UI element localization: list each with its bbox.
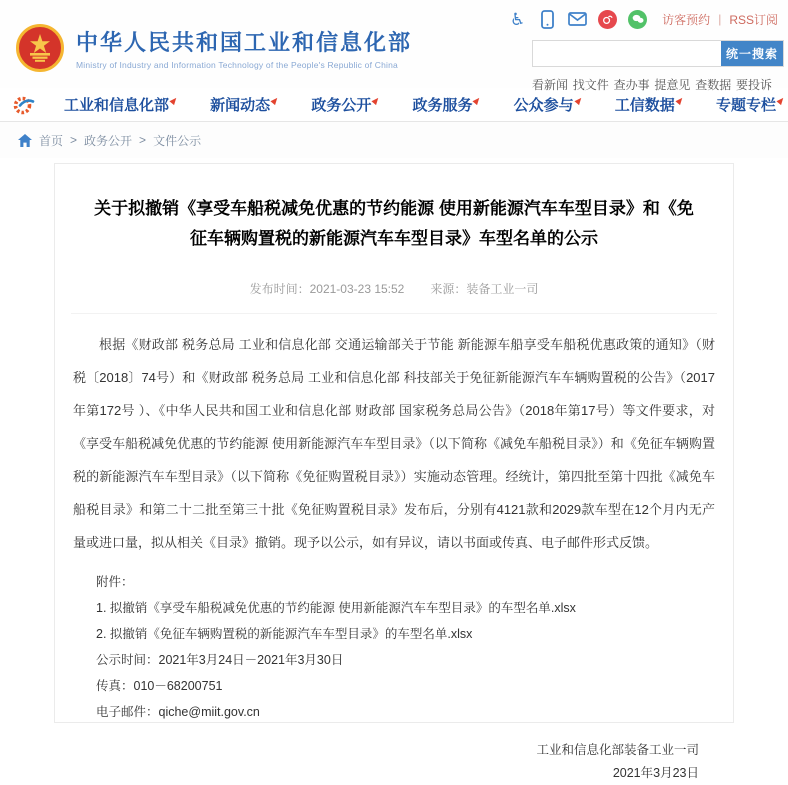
nav-item-label: 政务服务 bbox=[412, 97, 473, 114]
nav-items bbox=[64, 94, 788, 115]
mail-icon[interactable] bbox=[568, 10, 587, 29]
search-quick-links bbox=[532, 76, 784, 93]
breadcrumb-separator: > bbox=[70, 133, 78, 147]
quick-link-suggestions[interactable]: 提意见 bbox=[654, 78, 691, 92]
brand-text bbox=[76, 26, 412, 70]
miit-gear-icon bbox=[12, 93, 36, 117]
nav-item-gov-services[interactable] bbox=[412, 94, 480, 115]
attachment-link-1[interactable]: 1. 拟撤销《享受车船税减免优惠的节约能源 使用新能源汽车车型目录》的车型名单.xlsx bbox=[96, 601, 576, 615]
nav-item-label: 工业和信息化部 bbox=[64, 97, 170, 114]
attachments-label: 附件： bbox=[96, 575, 134, 589]
fax-number: 传真：010－68200751 bbox=[96, 679, 223, 693]
breadcrumb-file-announcement: 文件公示 bbox=[153, 133, 202, 148]
quick-link-files[interactable]: 找文件 bbox=[572, 78, 609, 92]
quick-link-news[interactable]: 看新闻 bbox=[532, 78, 569, 92]
email-address: 电子邮件：qiche@miit.gov.cn bbox=[96, 705, 260, 719]
hot-icon bbox=[473, 96, 482, 105]
attachment-link-2[interactable]: 2. 拟撤销《免征车辆购置税的新能源汽车车型目录》的车型名单.xlsx bbox=[96, 627, 473, 641]
link-divider: | bbox=[718, 12, 722, 26]
hot-icon bbox=[271, 96, 280, 105]
article-card bbox=[54, 163, 734, 780]
quick-link-complaints[interactable]: 要投诉 bbox=[735, 78, 772, 92]
rss-link[interactable]: RSS订阅 bbox=[729, 12, 778, 27]
hot-icon bbox=[169, 96, 178, 105]
mobile-icon[interactable] bbox=[538, 10, 557, 29]
home-icon[interactable] bbox=[18, 134, 32, 147]
breadcrumb-gov-info[interactable]: 政务公开 bbox=[84, 133, 133, 148]
breadcrumb-home[interactable]: 首页 bbox=[39, 133, 64, 148]
nav-item-label: 政务公开 bbox=[311, 97, 372, 114]
source-value: 装备工业一司 bbox=[466, 282, 539, 296]
nav-item-news[interactable] bbox=[210, 94, 278, 115]
nav-item-special-topics[interactable] bbox=[716, 94, 784, 115]
nav-item-label: 公众参与 bbox=[513, 97, 574, 114]
quick-link-data[interactable]: 查数据 bbox=[695, 78, 732, 92]
weibo-icon[interactable] bbox=[598, 10, 617, 29]
publish-time-value: 2021-03-23 15:52 bbox=[309, 282, 405, 296]
article-signature bbox=[71, 739, 717, 785]
nav-item-label: 新闻动态 bbox=[210, 97, 271, 114]
hot-icon bbox=[776, 96, 785, 105]
national-emblem-icon bbox=[16, 24, 64, 72]
hot-icon bbox=[372, 96, 381, 105]
publish-time-label: 发布时间： bbox=[249, 282, 310, 296]
breadcrumb-separator: > bbox=[139, 133, 147, 147]
quick-link-services[interactable]: 查办事 bbox=[613, 78, 650, 92]
site-subtitle: Ministry of Industry and Information Technology of the People's Republic of China bbox=[76, 60, 398, 70]
unified-search-button[interactable]: 统一搜索 bbox=[721, 41, 783, 66]
article-paragraph: 根据《财政部 税务总局 工业和信息化部 交通运输部关于节能 新能源车船享受车船税优惠政策的通知》（财税〔2018〕74号）和《财政部 税务总局 工业和信息化部 科技部关于免征新能源汽车车辆购置税的公告》（2017年第172号 ）、《中华人民共和国工业和信息化部 财政部 国家税务总局公告》（2018年第17号）等文件要求，对《享受车船税减免优惠的节约能源 使用新能源汽车车型目录》（以下简称《减免车船税目录》）和《免征车辆购置税的新能源汽车车型目录》（以下简称《免征购置税目录》）实施动态管理。经统计，第四批至第十四批《减免车船税目录》和第二十二批至第三十批《免征购置税目录》发布后，分别有4121款和2029款车型在12个月内无产量或进口量，拟从相关《目录》撤销。现予以公示，如有异议，请以书面或传真、电子邮件形式反馈。 bbox=[73, 337, 715, 550]
site-header bbox=[0, 0, 788, 92]
source-label: 来源： bbox=[430, 282, 467, 296]
hot-icon bbox=[574, 96, 583, 105]
nav-item-label: 专题专栏 bbox=[715, 97, 776, 114]
accessibility-icon[interactable]: ♿ bbox=[510, 9, 526, 29]
signature-date: 2021年3月23日 bbox=[612, 766, 699, 780]
nav-item-gov-info[interactable] bbox=[311, 94, 379, 115]
nav-item-public-participation[interactable] bbox=[514, 94, 582, 115]
article-body bbox=[73, 328, 715, 559]
announcement-period: 公示时间：2021年3月24日－2021年3月30日 bbox=[96, 653, 344, 667]
breadcrumb bbox=[0, 122, 788, 158]
search-area bbox=[532, 40, 784, 93]
visitor-appointment-link[interactable]: 访客预约 bbox=[662, 12, 711, 27]
nav-item-label: 工信数据 bbox=[614, 97, 675, 114]
wechat-icon[interactable] bbox=[628, 10, 647, 29]
header-utility-bar bbox=[508, 8, 778, 30]
attachments-section bbox=[71, 569, 717, 725]
article-meta bbox=[71, 280, 717, 314]
nav-item-data[interactable] bbox=[615, 94, 683, 115]
main-nav bbox=[0, 88, 788, 122]
site-logo[interactable] bbox=[16, 24, 412, 72]
signature-department: 工业和信息化部装备工业一司 bbox=[536, 743, 699, 757]
hot-icon bbox=[675, 96, 684, 105]
search-box bbox=[532, 40, 784, 67]
page-title: 关于拟撤销《享受车船税减免优惠的节约能源 使用新能源汽车车型目录》和《免征车辆购置税的新能源汽车车型目录》车型名单的公示 bbox=[94, 199, 694, 248]
nav-item-miit[interactable] bbox=[64, 94, 177, 115]
search-input[interactable] bbox=[533, 41, 721, 66]
header-text-links bbox=[662, 11, 778, 28]
site-title: 中华人民共和国工业和信息化部 bbox=[76, 30, 413, 55]
